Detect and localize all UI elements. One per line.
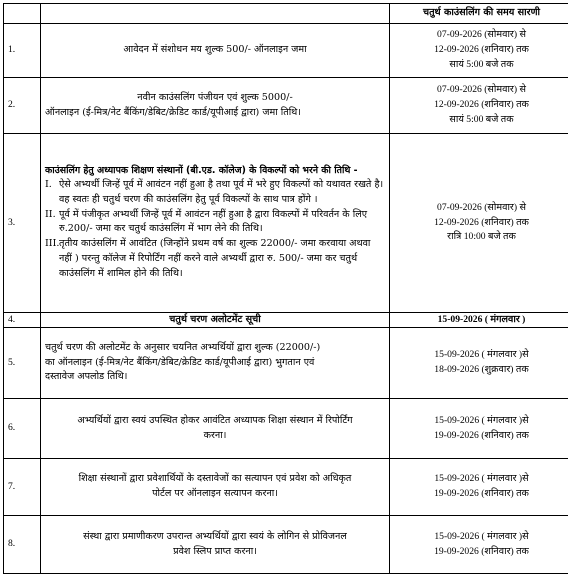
row-number: 8. bbox=[4, 516, 41, 574]
table-row bbox=[4, 313, 568, 328]
table-row bbox=[4, 516, 568, 574]
row-number: 7. bbox=[4, 459, 41, 516]
header-num-cell bbox=[4, 4, 41, 24]
row-description bbox=[41, 78, 390, 134]
desc-line: संस्था द्वारा प्रमाणीकरण उपरान्त अभ्यर्थियों द्वारा स्वयं के लोगिन से प्रोविजनल bbox=[83, 530, 347, 542]
row-dates bbox=[390, 328, 568, 399]
desc-line: चतुर्थ चरण अलोटमेंट सूची bbox=[169, 314, 261, 326]
row-description bbox=[41, 459, 390, 516]
date-line: 12-09-2026 (शनिवार) तक bbox=[434, 44, 529, 56]
row-description bbox=[41, 516, 390, 574]
desc-line: करना। bbox=[203, 429, 227, 441]
row-number: 3. bbox=[4, 134, 41, 313]
row-dates bbox=[390, 459, 568, 516]
date-line: 15-09-2026 ( मंगलवार )से bbox=[434, 473, 529, 485]
row-number: 6. bbox=[4, 399, 41, 459]
desc-line: पोर्टल पर ऑनलाइन सत्यापन करना। bbox=[152, 488, 278, 499]
date-line: 07-09-2026 (सोमवार) से bbox=[437, 29, 526, 41]
roman-numeral: I. bbox=[45, 178, 52, 190]
date-line: 15-09-2026 ( मंगलवार )से bbox=[434, 414, 529, 426]
options-list bbox=[45, 178, 385, 282]
date-line: 15-09-2026 ( मंगलवार )से bbox=[434, 349, 529, 361]
date-line: सायं 5:00 बजे तक bbox=[449, 113, 514, 125]
desc-line: नवीन काउंसलिंग पंजीयन एवं शुल्क 5000/- bbox=[137, 91, 293, 103]
table-row bbox=[4, 78, 568, 134]
desc-line: ऑनलाइन (ई-मित्र/नेट बैंकिंग/डेबिट/क्रेडिट कार्ड/यूपीआई द्वारा) जमा तिथि। bbox=[45, 106, 301, 118]
schedule-title: चतुर्थ काउंसलिंग की समय सारणी bbox=[390, 4, 568, 24]
list-item-text: तृतीय काउंसलिंग में आवंटित (जिन्होंने प्रथम वर्ष का शुल्क 22000/- जमा करवाया अथवा नहीं ) परन्तु कॉलेज में रिपोर्टिंग नहीं करने वाले अभ्यर्थी द्वारा रु. 500/- जमा कर चतुर्थ काउंसलिंग में शामिल होने की तिथि। bbox=[59, 238, 371, 279]
row-description bbox=[41, 399, 390, 459]
date-line: सायं 5:00 बजे तक bbox=[449, 58, 514, 70]
row-dates bbox=[390, 516, 568, 574]
table-header-row bbox=[4, 4, 568, 24]
date-line: 19-09-2026 (शनिवार) तक bbox=[434, 488, 529, 499]
table-row bbox=[4, 134, 568, 313]
date-line: 15-09-2026 ( मंगलवार ) bbox=[437, 314, 526, 326]
row-description bbox=[41, 313, 390, 328]
row-dates bbox=[390, 134, 568, 313]
date-line: 12-09-2026 (शनिवार) तक bbox=[434, 99, 529, 111]
desc-line: शिक्षा संस्थानों द्वारा प्रवेशार्थियों के दस्तावेजों का सत्यापन एवं प्रवेश को अधिकृत bbox=[78, 473, 352, 485]
list-item bbox=[45, 237, 385, 282]
date-line: 07-09-2026 (सोमवार) से bbox=[437, 201, 526, 213]
date-line: 07-09-2026 (सोमवार) से bbox=[437, 84, 526, 96]
list-item bbox=[45, 178, 385, 208]
row-number: 4. bbox=[4, 313, 41, 328]
header-desc-cell bbox=[41, 4, 390, 24]
desc-line: अभ्यर्थियों द्वारा स्वयं उपस्थित होकर आवंटित अध्यापक शिक्षा संस्थान में रिपोर्टिंग bbox=[77, 414, 353, 426]
schedule-table bbox=[3, 3, 568, 574]
date-line: रात्रि 10:00 बजे तक bbox=[447, 231, 516, 243]
table-row bbox=[4, 24, 568, 78]
section-heading: काउंसलिंग हेतु अध्यापक शिक्षण संस्थानों (बी.एड. कॉलेज) के विकल्पों को भरने की तिथि - bbox=[45, 165, 358, 177]
row-dates bbox=[390, 313, 568, 328]
row-description bbox=[41, 24, 390, 78]
row-description bbox=[41, 134, 390, 313]
list-item-text: पूर्व में पंजीकृत अभ्यर्थी जिन्हें पूर्व में आवंटन नहीं हुआ है द्वारा विकल्पों में परिवर्तन के लिए रु.200/- जमा कर चतुर्थ काउंसलिंग में भाग लेने की तिथि। bbox=[59, 208, 368, 235]
date-line: 18-09-2026 (शुक्रवार) तक bbox=[434, 364, 529, 375]
list-item bbox=[45, 208, 385, 238]
row-number: 2. bbox=[4, 78, 41, 134]
list-item-text: ऐसे अभ्यर्थी जिन्हें पूर्व में आवंटन नहीं हुआ है तथा पूर्व में भरे हुए विकल्पों को यथावत रखते है। वह स्वतः ही चतुर्थ चरण की काउंसलिंग हेतु पूर्व विकल्पों के साथ पात्र होंगे । bbox=[59, 178, 384, 205]
desc-line: आवेदन में संशोधन मय शुल्क 500/- ऑनलाइन जमा bbox=[123, 44, 307, 56]
desc-line: दस्तावेज अपलोड तिथि। bbox=[45, 371, 128, 383]
desc-line: का ऑनलाइन (ई-मित्र/नेट बैंकिंग/डेबिट/क्रेडिट कार्ड/यूपीआई द्वारा) भुगतान एवं bbox=[45, 356, 315, 368]
roman-numeral: II. bbox=[45, 208, 56, 220]
date-line: 15-09-2026 ( मंगलवार )से bbox=[434, 530, 529, 542]
row-dates bbox=[390, 24, 568, 78]
row-number: 1. bbox=[4, 24, 41, 78]
desc-line: चतुर्थ चरण की अलोटमेंट के अनुसार चयनित अभ्यर्थियों द्वारा शुल्क (22000/-) bbox=[45, 341, 321, 353]
date-line: 19-09-2026 (शनिवार) तक bbox=[434, 429, 529, 441]
date-line: 12-09-2026 (शनिवार) तक bbox=[434, 216, 529, 228]
desc-line: प्रवेश स्लिप प्राप्त करना। bbox=[173, 545, 257, 557]
table-row bbox=[4, 459, 568, 516]
roman-numeral: III. bbox=[45, 238, 60, 250]
row-dates bbox=[390, 399, 568, 459]
table-row bbox=[4, 399, 568, 459]
table-row bbox=[4, 328, 568, 399]
row-number: 5. bbox=[4, 328, 41, 399]
date-line: 19-09-2026 (शनिवार) तक bbox=[434, 545, 529, 557]
row-description bbox=[41, 328, 390, 399]
row-dates bbox=[390, 78, 568, 134]
